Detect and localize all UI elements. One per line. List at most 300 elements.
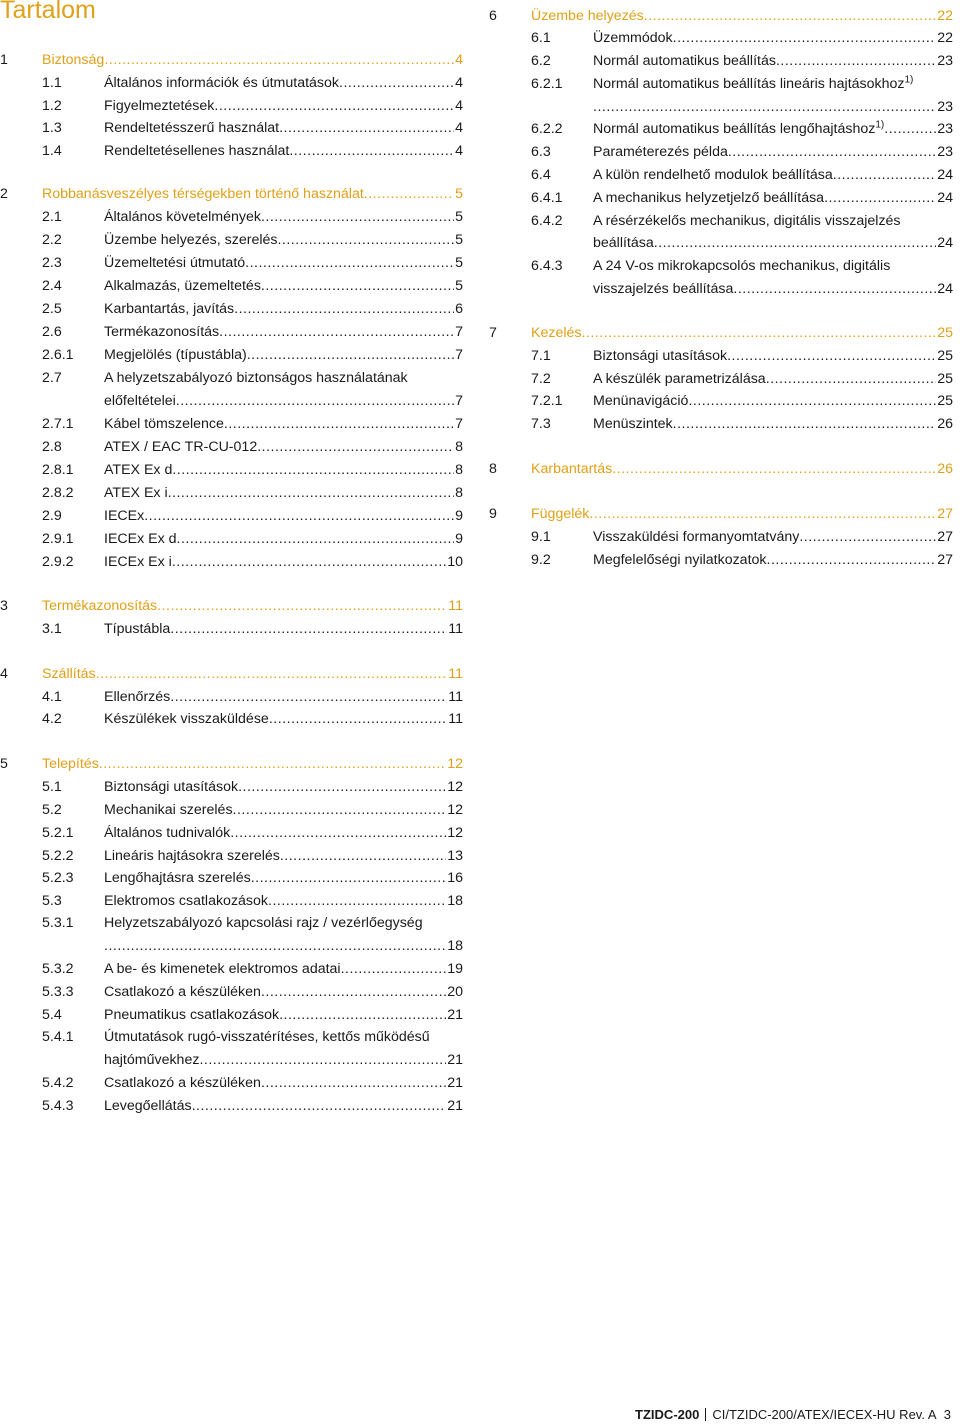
toc-label (104, 527, 177, 551)
toc-label (104, 435, 257, 459)
toc-page-number: 11 (448, 598, 463, 614)
toc-entry[interactable] (489, 72, 953, 96)
toc-leader-dots (172, 458, 454, 482)
toc-entry-text (104, 343, 463, 367)
toc-page-number: 11 (448, 689, 463, 705)
toc-entry[interactable] (489, 49, 953, 73)
toc-number: 7.2 (531, 371, 551, 387)
toc-page-number: 25 (937, 393, 953, 409)
toc-label-text: Szállítás (42, 666, 96, 682)
toc-leader-dots (257, 435, 454, 459)
toc-entry-text (531, 4, 953, 28)
toc-number: 9.2 (531, 552, 551, 568)
toc-entry-text (531, 457, 953, 481)
toc-label (531, 502, 589, 526)
toc-label-text: IECEx Ex d (104, 531, 177, 547)
toc-leader-dots (247, 343, 454, 367)
toc-entry[interactable] (0, 412, 463, 436)
toc-leader-dots (612, 457, 936, 481)
toc-entry-text (531, 321, 953, 345)
toc-leader-dots (824, 186, 936, 210)
toc-label (104, 775, 238, 799)
toc-label-text: Útmutatások rugó-visszatérítéses, kettős működésű (104, 1029, 430, 1045)
toc-label (104, 343, 247, 367)
toc-entry-text (593, 49, 953, 73)
toc-label-text: IECEx (104, 508, 145, 524)
toc-entry-text (104, 320, 463, 344)
toc-number: 1.2 (42, 98, 62, 114)
toc-label-text: Kábel tömszelence (104, 416, 224, 432)
toc-number: 7.3 (531, 416, 551, 432)
toc-page-number: 5 (455, 278, 463, 294)
toc-entry[interactable] (0, 775, 463, 799)
toc-label (104, 821, 230, 845)
toc-page-number: 5 (455, 209, 463, 225)
toc-label-text: Levegőellátás (104, 1098, 192, 1114)
toc-entry[interactable] (0, 889, 463, 913)
toc-entry[interactable] (0, 320, 463, 344)
toc-page-number: 8 (455, 462, 463, 478)
toc-label-text: Pneumatikus csatlakozások (104, 1007, 280, 1023)
toc-entry[interactable] (0, 481, 463, 505)
toc-entry[interactable] (0, 366, 463, 390)
toc-page-number: 12 (447, 825, 463, 841)
toc-page-number: 26 (937, 461, 953, 477)
toc-entry-text (104, 617, 463, 641)
toc-label-text: Rendeltetésszerű használat (104, 120, 280, 136)
toc-number: 1 (0, 52, 8, 68)
toc-chapter[interactable] (489, 4, 953, 28)
toc-entry[interactable] (0, 1071, 463, 1095)
toc-number: 6.4.1 (531, 190, 563, 206)
toc-number: 6.3 (531, 144, 551, 160)
toc-entry-text (42, 48, 463, 72)
toc-page-number (952, 254, 953, 278)
toc-page-number (462, 366, 463, 390)
toc-page-number: 8 (455, 439, 463, 455)
toc-label (104, 798, 233, 822)
footer-separator (705, 1408, 706, 1421)
toc-page-number: 7 (455, 324, 463, 340)
toc-page-number: 12 (447, 756, 463, 772)
toc-label-text: Telepítés (42, 756, 99, 772)
toc-label (593, 209, 901, 233)
toc-number: 5.3 (42, 893, 62, 909)
toc-entry-text (593, 277, 953, 301)
toc-entry-text (104, 458, 463, 482)
toc-entry[interactable] (0, 1048, 463, 1072)
toc-number: 5.3.2 (42, 961, 74, 977)
toc-entry[interactable] (0, 1094, 463, 1118)
toc-entry[interactable] (0, 71, 463, 95)
toc-entry-text (104, 481, 463, 505)
toc-chapter[interactable] (0, 182, 463, 206)
toc-entry-text (42, 182, 463, 206)
toc-page-number: 11 (448, 711, 463, 727)
toc-leader-dots (833, 163, 936, 187)
toc-label (42, 594, 157, 618)
toc-entry[interactable] (0, 798, 463, 822)
toc-page-number: 22 (937, 30, 953, 46)
toc-entry-text (104, 957, 463, 981)
toc-entry[interactable] (0, 504, 463, 528)
toc-entry[interactable] (0, 205, 463, 229)
toc-entry-text (104, 1003, 463, 1027)
toc-entry[interactable] (489, 117, 953, 141)
toc-entry[interactable] (489, 209, 953, 233)
toc-entry[interactable] (489, 163, 953, 187)
toc-entry-text (593, 367, 953, 391)
toc-entry-text (42, 662, 463, 686)
page-title: Tartalom (0, 0, 96, 24)
toc-label-text: Normál automatikus beállítás lineáris hajtásokhoz (593, 76, 905, 92)
toc-label (104, 274, 261, 298)
toc-label-text: Elektromos csatlakozások (104, 893, 269, 909)
toc-entry[interactable] (0, 435, 463, 459)
toc-entry-text (593, 389, 953, 413)
toc-label (104, 1048, 199, 1072)
toc-entry-text (104, 889, 463, 913)
toc-label (104, 481, 168, 505)
toc-label-text: Biztonsági utasítások (593, 348, 728, 364)
toc-leader-dots (170, 617, 447, 641)
toc-entry[interactable] (0, 228, 463, 252)
toc-leader-dots (168, 481, 455, 505)
toc-label-text: Karbantartás (531, 461, 613, 477)
toc-leader-dots (230, 821, 446, 845)
toc-label-text: Rendeltetésellenes használat (104, 143, 290, 159)
toc-leader-dots (339, 71, 454, 95)
toc-leader-dots (234, 297, 454, 321)
toc-entry-text (104, 911, 463, 935)
toc-label-text: Üzemmódok (593, 30, 673, 46)
toc-label (593, 117, 884, 141)
toc-label (42, 182, 364, 206)
toc-label (531, 321, 581, 345)
toc-number: 7.1 (531, 348, 551, 364)
toc-entry-text (104, 274, 463, 298)
toc-number: 5 (0, 756, 8, 772)
toc-label (104, 911, 423, 935)
toc-chapter[interactable] (489, 457, 953, 481)
toc-entry[interactable] (0, 527, 463, 551)
toc-entry[interactable] (0, 980, 463, 1004)
toc-entry-text (104, 980, 463, 1004)
toc-leader-dots (219, 320, 454, 344)
toc-leader-dots (233, 798, 447, 822)
toc-entry[interactable] (0, 821, 463, 845)
toc-entry[interactable] (0, 389, 463, 413)
toc-leader-dots (341, 957, 447, 981)
toc-number: 6.4.3 (531, 258, 563, 274)
toc-entry[interactable] (0, 274, 463, 298)
toc-label (593, 163, 833, 187)
toc-leader-dots (144, 504, 454, 528)
toc-entry-text (104, 707, 463, 731)
toc-page-number: 7 (455, 347, 463, 363)
toc-page-number: 23 (937, 53, 953, 69)
toc-entry[interactable] (489, 367, 953, 391)
toc-label-text: Normál automatikus beállítás lengőhajtáshoz (593, 121, 876, 137)
toc-leader-dots (767, 548, 937, 572)
toc-page-number: 21 (447, 1098, 463, 1114)
footer-doc-id: TZIDC-200 (635, 1407, 700, 1422)
toc-leader-dots (104, 934, 446, 958)
toc-label (104, 866, 251, 890)
toc-number: 6 (489, 8, 497, 24)
toc-label-text: Megjelölés (típustábla) (104, 347, 247, 363)
toc-label (104, 297, 234, 321)
toc-leader-dots (644, 4, 936, 28)
toc-entry[interactable] (489, 548, 953, 572)
toc-label (42, 48, 104, 72)
toc-page-number (952, 72, 953, 96)
toc-page-number: 21 (447, 1075, 463, 1091)
toc-leader-dots (157, 594, 447, 618)
toc-entry[interactable] (0, 343, 463, 367)
toc-leader-dots (589, 502, 936, 526)
toc-label-text: Biztonság (42, 52, 105, 68)
toc-label-text: Lengőhajtásra szerelés (104, 870, 251, 886)
toc-entry-text (593, 163, 953, 187)
toc-label-text: Megfelelőségi nyilatkozatok (593, 552, 767, 568)
toc-leader-dots (99, 752, 446, 776)
toc-entry-text (42, 752, 463, 776)
toc-entry-text (593, 548, 953, 572)
toc-entry-text (593, 117, 953, 141)
toc-page-number: 25 (937, 371, 953, 387)
toc-page-number: 10 (447, 554, 463, 570)
toc-page-number: 22 (937, 8, 953, 24)
toc-number: 5.3.3 (42, 984, 74, 1000)
toc-entry[interactable] (489, 231, 953, 255)
toc-entry[interactable] (489, 95, 953, 119)
toc-label-text: A készülék parametrizálása (593, 371, 766, 387)
toc-entry[interactable] (0, 934, 463, 958)
toc-page-number: 5 (455, 255, 463, 271)
toc-leader-dots (280, 844, 446, 868)
footer-reference: CI/TZIDC-200/ATEX/IECEX-HU Rev. A (712, 1407, 937, 1422)
toc-entry[interactable] (0, 94, 463, 118)
toc-page-number: 4 (455, 98, 463, 114)
toc-label (104, 707, 269, 731)
toc-entry[interactable] (489, 389, 953, 413)
toc-entry-text (104, 775, 463, 799)
toc-leader-dots (176, 389, 454, 413)
toc-entry-text (104, 251, 463, 275)
toc-entry[interactable] (489, 412, 953, 436)
toc-number: 5.2.1 (42, 825, 74, 841)
toc-entry-text (593, 412, 953, 436)
toc-label (104, 957, 341, 981)
toc-number: 2.4 (42, 278, 62, 294)
toc-entry[interactable] (0, 297, 463, 321)
toc-leader-dots (269, 707, 447, 731)
toc-entry-text (104, 228, 463, 252)
toc-chapter[interactable] (0, 594, 463, 618)
toc-entry-text (593, 209, 953, 233)
toc-label (104, 116, 279, 140)
toc-label (104, 71, 339, 95)
toc-number: 5.4.1 (42, 1029, 74, 1045)
toc-label-text: Karbantartás, javítás (104, 301, 235, 317)
toc-entry-text (593, 254, 953, 278)
toc-number: 2.3 (42, 255, 62, 271)
toc-entry[interactable] (0, 116, 463, 140)
toc-entry[interactable] (0, 1003, 463, 1027)
toc-entry-text (531, 502, 953, 526)
toc-entry-text (104, 139, 463, 163)
toc-label (104, 617, 170, 641)
toc-label (593, 525, 799, 549)
toc-number: 5.4 (42, 1007, 62, 1023)
toc-leader-dots (238, 775, 446, 799)
toc-label-text: Általános követelmények (104, 209, 261, 225)
toc-page-number: 24 (937, 167, 953, 183)
toc-leader-dots (901, 209, 952, 233)
toc-entry[interactable] (0, 707, 463, 731)
toc-entry[interactable] (489, 140, 953, 164)
toc-entry[interactable] (0, 550, 463, 574)
toc-entry[interactable] (489, 277, 953, 301)
toc-label-text: Típustábla (104, 621, 171, 637)
toc-entry[interactable] (489, 525, 953, 549)
toc-label (104, 205, 261, 229)
toc-chapter[interactable] (0, 662, 463, 686)
toc-entry[interactable] (0, 617, 463, 641)
toc-entry[interactable] (0, 866, 463, 890)
toc-entry-text (104, 389, 463, 413)
toc-label-text: A helyzetszabályozó biztonságos használatának (104, 370, 408, 386)
toc-entry[interactable] (0, 251, 463, 275)
toc-label-text: beállítása (593, 235, 654, 251)
toc-page-number: 21 (447, 1007, 463, 1023)
toc-number: 7.2.1 (531, 393, 563, 409)
toc-page-number: 5 (455, 232, 463, 248)
toc-leader-dots (884, 117, 936, 141)
toc-number: 6.2.2 (531, 121, 563, 137)
toc-page-number: 6 (455, 301, 463, 317)
toc-page-number: 20 (447, 984, 463, 1000)
toc-number: 2.9 (42, 508, 62, 524)
toc-leader-dots (673, 412, 937, 436)
toc-leader-dots (289, 139, 454, 163)
toc-entry[interactable] (489, 344, 953, 368)
toc-leader-dots (268, 889, 446, 913)
toc-number: 3 (0, 598, 8, 614)
toc-entry[interactable] (0, 844, 463, 868)
toc-label-text: Menünavigáció (593, 393, 689, 409)
toc-entry[interactable] (0, 957, 463, 981)
toc-page-number: 21 (447, 1052, 463, 1068)
toc-label-text: Üzembe helyezés (531, 8, 644, 24)
toc-leader-dots (277, 228, 454, 252)
toc-label-text: ATEX Ex i (104, 485, 168, 501)
toc-leader-dots (172, 550, 446, 574)
toc-number: 2.7 (42, 370, 62, 386)
toc-number: 6.4.2 (531, 213, 563, 229)
toc-leader-dots (177, 527, 455, 551)
toc-page-number: 24 (937, 281, 953, 297)
toc-label-text: A külön rendelhető modulok beállítása (593, 167, 833, 183)
toc-label (593, 140, 728, 164)
toc-label-text: A mechanikus helyzetjelző beállítása (593, 190, 825, 206)
toc-leader-dots (913, 72, 952, 96)
toc-entry[interactable] (0, 1025, 463, 1049)
toc-entry-text (104, 504, 463, 528)
toc-page-number: 18 (447, 893, 463, 909)
toc-label (593, 412, 673, 436)
toc-number: 6.1 (531, 30, 551, 46)
toc-label (593, 186, 824, 210)
toc-leader-dots (408, 366, 462, 390)
toc-entry[interactable] (489, 186, 953, 210)
toc-entry[interactable] (489, 26, 953, 50)
page-footer (635, 1406, 951, 1424)
toc-label-text: A be- és kimenetek elektromos adatai (104, 961, 341, 977)
toc-page-number: 8 (455, 485, 463, 501)
toc-label (104, 1003, 279, 1027)
toc-number: 9.1 (531, 529, 551, 545)
toc-entry-text (104, 798, 463, 822)
toc-label (531, 457, 612, 481)
toc-entry[interactable] (0, 911, 463, 935)
toc-entry[interactable] (489, 254, 953, 278)
toc-number: 2.5 (42, 301, 62, 317)
toc-leader-dots (279, 116, 454, 140)
toc-leader-dots (251, 866, 447, 890)
toc-page-number: 4 (455, 143, 463, 159)
toc-entry-text (593, 140, 953, 164)
toc-page-number: 5 (455, 186, 463, 202)
toc-leader-dots (673, 26, 937, 50)
toc-number: 5.2.2 (42, 848, 74, 864)
toc-page-number (462, 911, 463, 935)
toc-number: 2.7.1 (42, 416, 74, 432)
toc-label (104, 1071, 261, 1095)
toc-chapter[interactable] (489, 502, 953, 526)
toc-leader-dots (261, 274, 454, 298)
toc-page-number: 16 (447, 870, 463, 886)
toc-label (104, 94, 214, 118)
toc-leader-dots (170, 685, 447, 709)
toc-label-text: Általános információk és útmutatások (104, 75, 339, 91)
toc-label (104, 366, 408, 390)
toc-label-text: ATEX Ex d (104, 462, 173, 478)
toc-chapter[interactable] (0, 48, 463, 72)
toc-entry-text (104, 71, 463, 95)
toc-entry-text (593, 231, 953, 255)
toc-entry-text (104, 1094, 463, 1118)
toc-entry[interactable] (0, 685, 463, 709)
toc-label-text: visszajelzés beállítása (593, 281, 734, 297)
toc-entry[interactable] (0, 139, 463, 163)
footnote-marker: 1) (875, 119, 885, 131)
toc-label (593, 389, 688, 413)
toc-chapter[interactable] (0, 752, 463, 776)
toc-entry-text (593, 344, 953, 368)
toc-entry[interactable] (0, 458, 463, 482)
toc-page-number: 12 (447, 779, 463, 795)
toc-chapter[interactable] (489, 321, 953, 345)
toc-leader-dots (199, 1048, 446, 1072)
toc-label-text: Üzembe helyezés, szerelés (104, 232, 278, 248)
toc-number: 9 (489, 506, 497, 522)
toc-label-text: Biztonsági utasítások (104, 779, 239, 795)
toc-entry-text (104, 366, 463, 390)
toc-label (104, 1025, 430, 1049)
toc-label-text: hajtóművekhez (104, 1052, 200, 1068)
